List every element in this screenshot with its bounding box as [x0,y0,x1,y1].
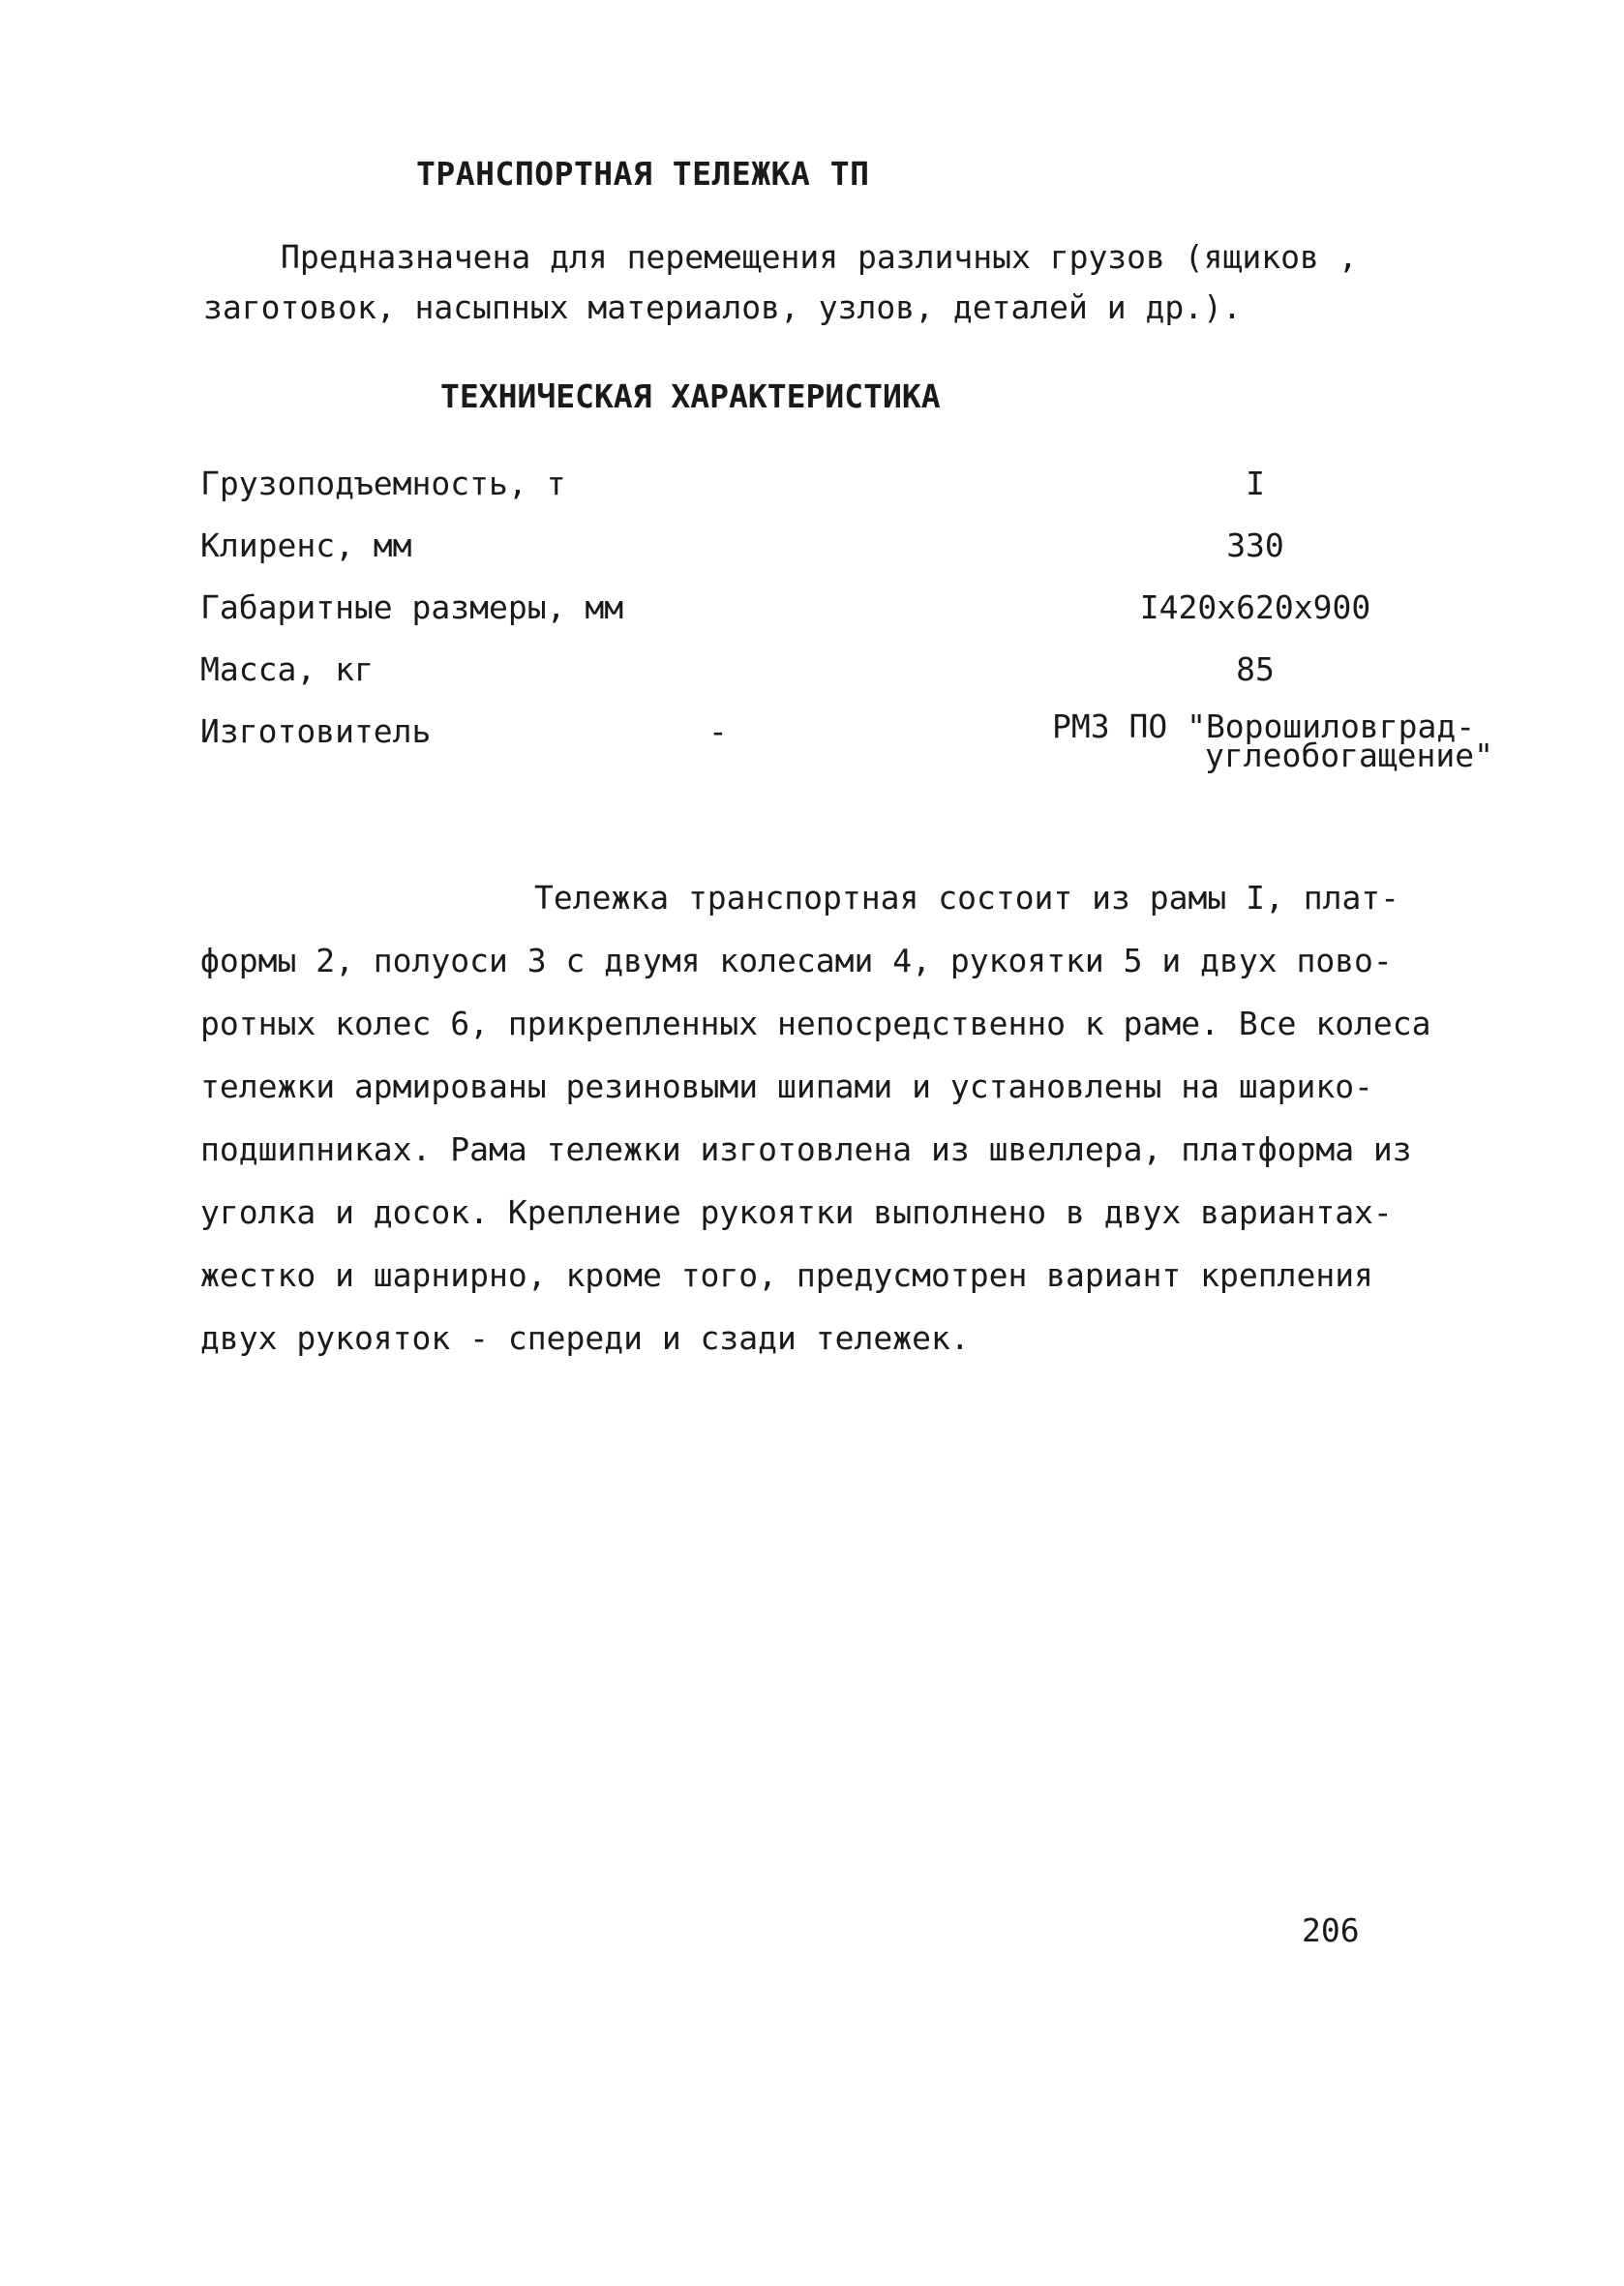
spec-row-dimensions [200,588,1459,650]
purpose-line: заготовок, насыпных материалов, узлов, деталей и др.). [203,288,1242,326]
purpose-line: Предназначена для перемещения различных грузов (ящиков , [281,238,1358,276]
description-line: двух рукояток - спереди и сзади тележек. [200,1319,970,1357]
description-line: Тележка транспортная состоит из рамы I, плат- [534,879,1400,917]
manufacturer-line: углеобогащение" [1205,737,1494,774]
spec-label: Масса, кг [200,650,374,688]
spec-value: I [1246,465,1265,502]
spec-dash: - [708,712,728,750]
spec-row-manufacturer [200,707,1494,774]
document-title: ТРАНСПОРТНАЯ ТЕЛЕЖКА ТП [416,155,870,193]
description-line: жестко и шарнирно, кроме того, предусмотрен вариант крепления [200,1256,1373,1294]
spec-label: Грузоподъемность, т [200,465,566,502]
spec-row-mass [200,650,1459,712]
description-line: подшипниках. Рама тележки изготовлена из швеллера, платформа из [200,1130,1412,1168]
spec-label: Изготовитель [200,712,432,750]
purpose-paragraph [203,232,1461,333]
spec-label: Габаритные размеры, мм [200,588,624,626]
spec-value: 330 [1226,526,1284,564]
spec-table [200,465,1494,774]
page-number: 206 [1302,1911,1360,1949]
spec-label: Клиренс, мм [200,526,412,564]
manufacturer-line: РМЗ ПО "Ворошиловград- [1052,707,1476,745]
spec-value: 85 [1236,650,1275,688]
description-line: тележки армированы резиновыми шипами и установлены на шарико- [200,1068,1373,1105]
spec-value [1052,707,1497,774]
section-heading: ТЕХНИЧЕСКАЯ ХАРАКТЕРИСТИКА [440,377,941,415]
spec-row-clearance [200,526,1459,588]
description-line: формы 2, полуоси 3 с двумя колесами 4, рукоятки 5 и двух пово- [200,942,1393,979]
description-paragraph [200,866,1459,1369]
description-line: уголка и досок. Крепление рукоятки выполнено в двух вариантах- [200,1193,1393,1231]
spec-value: I420x620x900 [1139,588,1371,626]
spec-row-capacity [200,465,1459,526]
description-line: ротных колес 6, прикрепленных непосредственно к раме. Все колеса [200,1005,1431,1042]
